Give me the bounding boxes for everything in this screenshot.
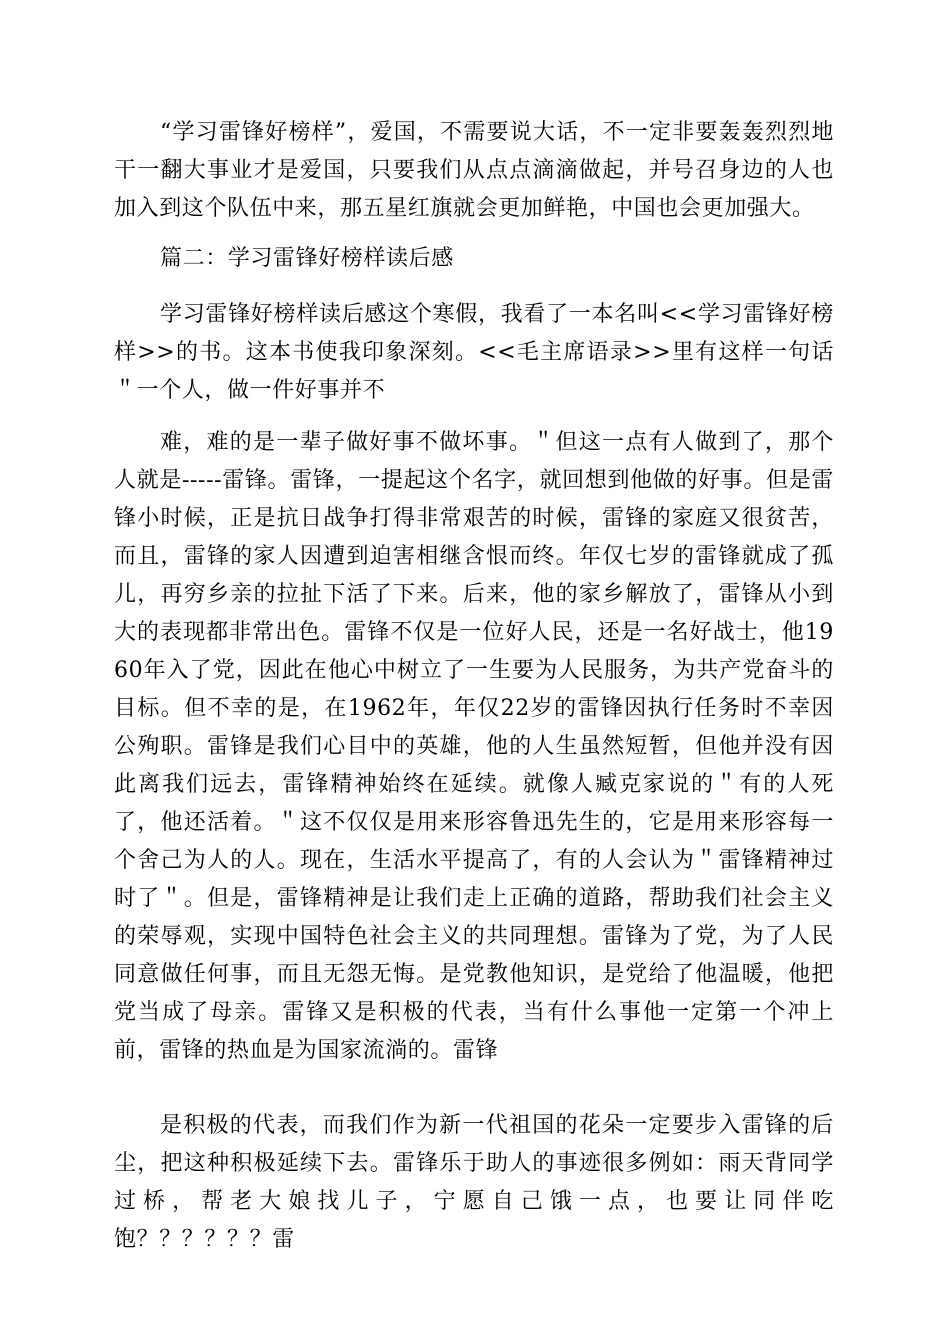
section-heading: 篇二：学习雷锋好榜样读后感: [160, 246, 454, 271]
paragraph-continuation: 是积极的代表，而我们作为新一代祖国的花朵一定要步入雷锋的后尘，把这种积极延续下去。雷锋乐于助人的事迹很多例如：雨天背同学过桥，帮老大娘找儿子，宁愿自己饿一点，也要让同伴吃饱？？？？？？雷: [114, 1113, 834, 1252]
paragraph-intro: 学习雷锋好榜样读后感这个寒假，我看了一本名叫<<学习雷锋好榜样>>的书。这本书使我印象深刻。<<毛主席语录>>里有这样一句话＂一个人，做一件好事并不: [114, 302, 834, 403]
paragraph-lei-feng-story: 难，难的是一辈子做好事不做坏事。＂但这一点有人做到了，那个人就是-----雷锋。雷锋，一提起这个名字，就回想到他做的好事。但是雷锋小时候，正是抗日战争打得非常艰苦的时候，雷锋的家庭又很贫苦，而且，雷锋的家人因遭到迫害相继含恨而终。年仅七岁的雷锋就成了孤儿，再穷乡亲的拉扯下活了下来。后来，他的家乡解放了，雷锋从小到大的表现都非常出色。雷锋不仅是一位好人民，还是一名好战士，他1960年入了党，因此在他心中树立了一生要为人民服务，为共产党奋斗的目标。但不幸的是，在1962年，年仅22岁的雷锋因执行任务时不幸因公殉职。雷锋是我们心目中的英雄，他的人生虽然短暂，但他并没有因此离我们远去，雷锋精神始终在延续。就像人臧克家说的＂有的人死了，他还活着。＂这不仅仅是用来形容鲁迅先生的，它是用来形容每一个舍己为人的人。现在，生活水平提高了，有的人会认为＂雷锋精神过时了＂。但是，雷锋精神是让我们走上正确的道路，帮助我们社会主义的荣辱观，实现中国特色社会主义的共同理想。雷锋为了党，为了人民同意做任何事，而且无怨无悔。是党教他知识，是党给了他温暖，他把党当成了母亲。雷锋又是积极的代表，当有什么事他一定第一个冲上前，雷锋的热血是为国家流淌的。雷锋: [114, 430, 834, 1063]
paragraph-patriotism: “学习雷锋好榜样”，爱国，不需要说大话，不一定非要轰轰烈烈地干一翻大事业才是爱国，只要我们从点点滴滴做起，并号召身边的人也加入到这个队伍中来，那五星红旗就会更加鲜艳，中国也会更加强大。: [114, 120, 834, 221]
